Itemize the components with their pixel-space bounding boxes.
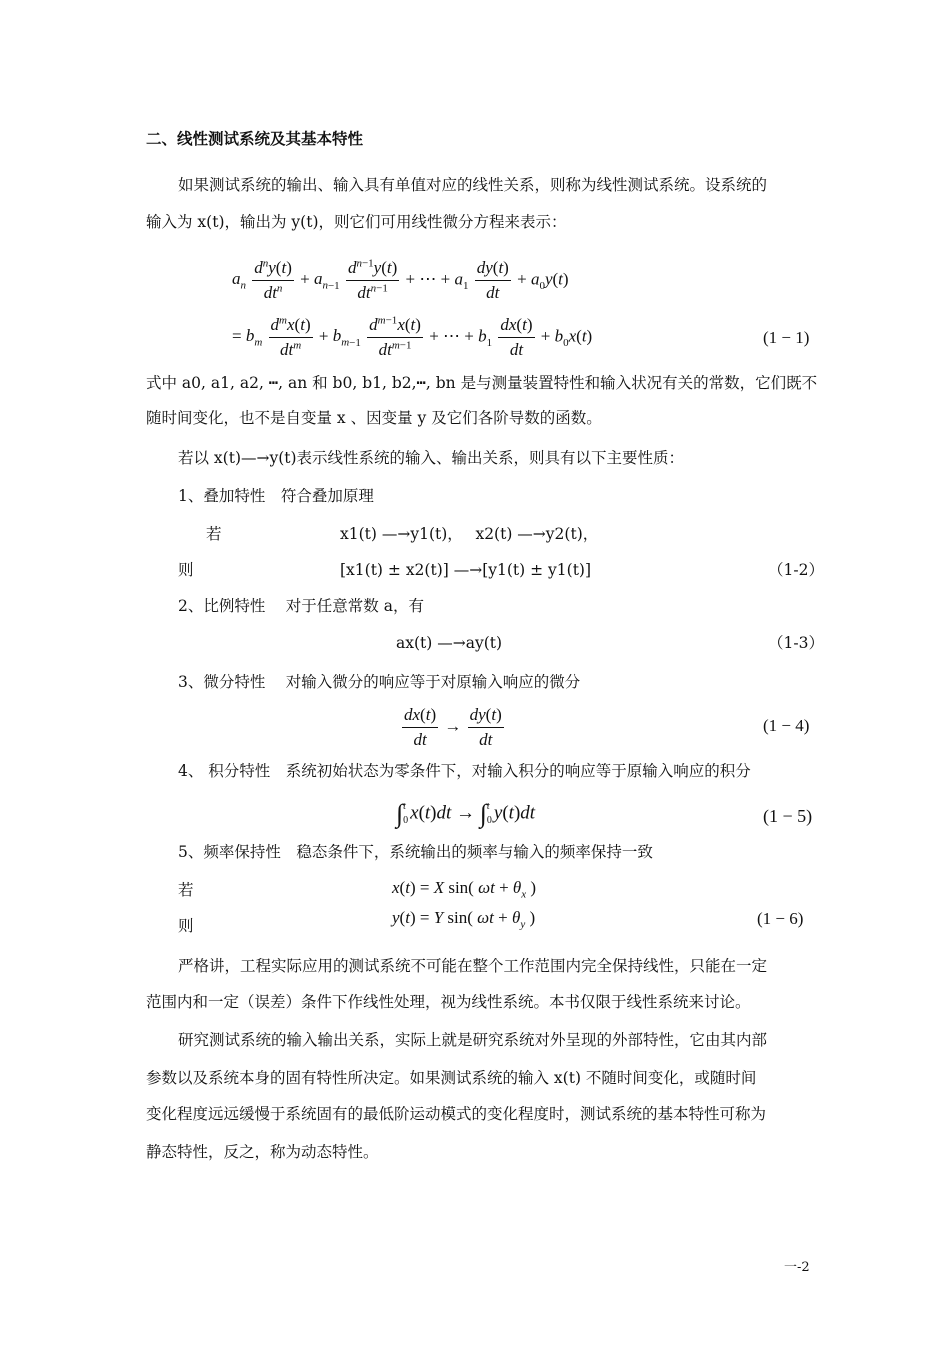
- property-1-title: 1、叠加特性 符合叠加原理: [178, 487, 374, 505]
- coef-line-2: 随时间变化，也不是自变量 x 、因变量 y 及它们各阶导数的函数。: [146, 409, 602, 427]
- equation-1-3-label: （1-3）: [768, 634, 824, 652]
- property-1-then: 则: [178, 561, 194, 579]
- coef-line-1: 式中 a0, a1, a2, ┅, an 和 b0, b1, b2,┅, bn 是与测量装置特性和输入状况有关的常数，它们既不: [146, 374, 818, 392]
- relation-line: 若以 x(t)—→y(t)表示线性系统的输入、输出关系，则具有以下主要性质：: [178, 449, 685, 467]
- equation-1-4-label: (1 − 4): [763, 716, 810, 735]
- property-5-title: 5、频率保持性 稳态条件下，系统输出的频率与输入的频率保持一致: [178, 843, 653, 861]
- property-1-if-expression: x1(t) —→y1(t)， x2(t) —→y2(t)，: [340, 525, 599, 543]
- equation-1-5-label: (1 − 5): [763, 806, 813, 826]
- page-number: 一-2: [784, 1260, 810, 1275]
- intro-line-2: 输入为 x(t)，输出为 y(t)，则它们可用线性微分方程来表示：: [146, 213, 567, 231]
- equation-1-1-label: (1 − 1): [763, 328, 810, 347]
- intro-line-1: 如果测试系统的输出、输入具有单值对应的线性关系，则称为线性测试系统。设系统的: [178, 176, 768, 194]
- equation-1-4: $\frac{dx(t)}{dt}$ → $\frac{dy(t)}{dt}$: [404, 705, 502, 749]
- property-3-title: 3、微分特性 对输入微分的响应等于对原输入响应的微分: [178, 673, 581, 691]
- paragraph-2-line-2: 范围内和一定（误差）条件下作线性处理，视为线性系统。本书仅限于线性系统来讨论。: [146, 993, 751, 1011]
- property-2-expression: ax(t) —→ay(t): [396, 634, 503, 652]
- section-heading: 二、线性测试系统及其基本特性: [146, 129, 364, 148]
- equation-1-2-label: （1-2）: [768, 561, 824, 579]
- equation-1-1-rhs: = $b_m$ $\frac{d^mx(t)}{dt^m}$ + $b_{m-1}$ $\frac{d^{m-1}x(t)}{dt^{m-1}}$ + ⋯ + $b_1$ $\frac{dx(t)}{dt}$ + $b_0x(t)$: [232, 314, 593, 359]
- property-4-title: 4、 积分特性 系统初始状态为零条件下，对输入积分的响应等于原输入响应的积分: [178, 762, 751, 780]
- property-2-title: 2、比例特性 对于任意常数 a，有: [178, 597, 424, 615]
- equation-1-6-output: y(t) = Y sin( $\omega t + \theta_y$ ): [392, 908, 536, 931]
- paragraph-2-line-1: 严格讲，工程实际应用的测试系统不可能在整个工作范围内完全保持线性，只能在一定: [178, 957, 768, 975]
- equation-1-6-label: (1 − 6): [757, 909, 804, 928]
- paragraph-3-line-1: 研究测试系统的输入输出关系，实际上就是研究系统对外呈现的外部特性，它由其内部: [178, 1031, 768, 1049]
- equation-1-1-lhs: $a_n$ $\frac{d^ny(t)}{dt^n}$ + $a_{n-1}$ $\frac{d^{n-1}y(t)}{dt^{n-1}}$ + ⋯ + $a_1$ $\frac{dy(t)}{dt}$ + $a_0y(t)$: [232, 257, 569, 302]
- property-5-then: 则: [178, 917, 194, 935]
- property-5-if: 若: [178, 881, 194, 899]
- paragraph-3-line-3: 变化程度远远缓慢于系统固有的最低阶运动模式的变化程度时，测试系统的基本特性可称为: [146, 1105, 767, 1123]
- equation-1-6-input: x(t) = X sin( $\omega t + \theta_x$ ): [392, 878, 537, 901]
- paragraph-3-line-4: 静态特性，反之，称为动态特性。: [146, 1143, 379, 1161]
- property-1-if: 若: [206, 525, 222, 543]
- property-1-then-expression: [x1(t) ± x2(t)] —→[y1(t) ± y1(t)]: [340, 561, 592, 579]
- equation-1-5: ∫ t 0 x(t)dt → ∫ t 0 y(t)dt: [396, 799, 536, 828]
- paragraph-3-line-2: 参数以及系统本身的固有特性所决定。如果测试系统的输入 x(t) 不随时间变化，或随时间: [146, 1069, 757, 1087]
